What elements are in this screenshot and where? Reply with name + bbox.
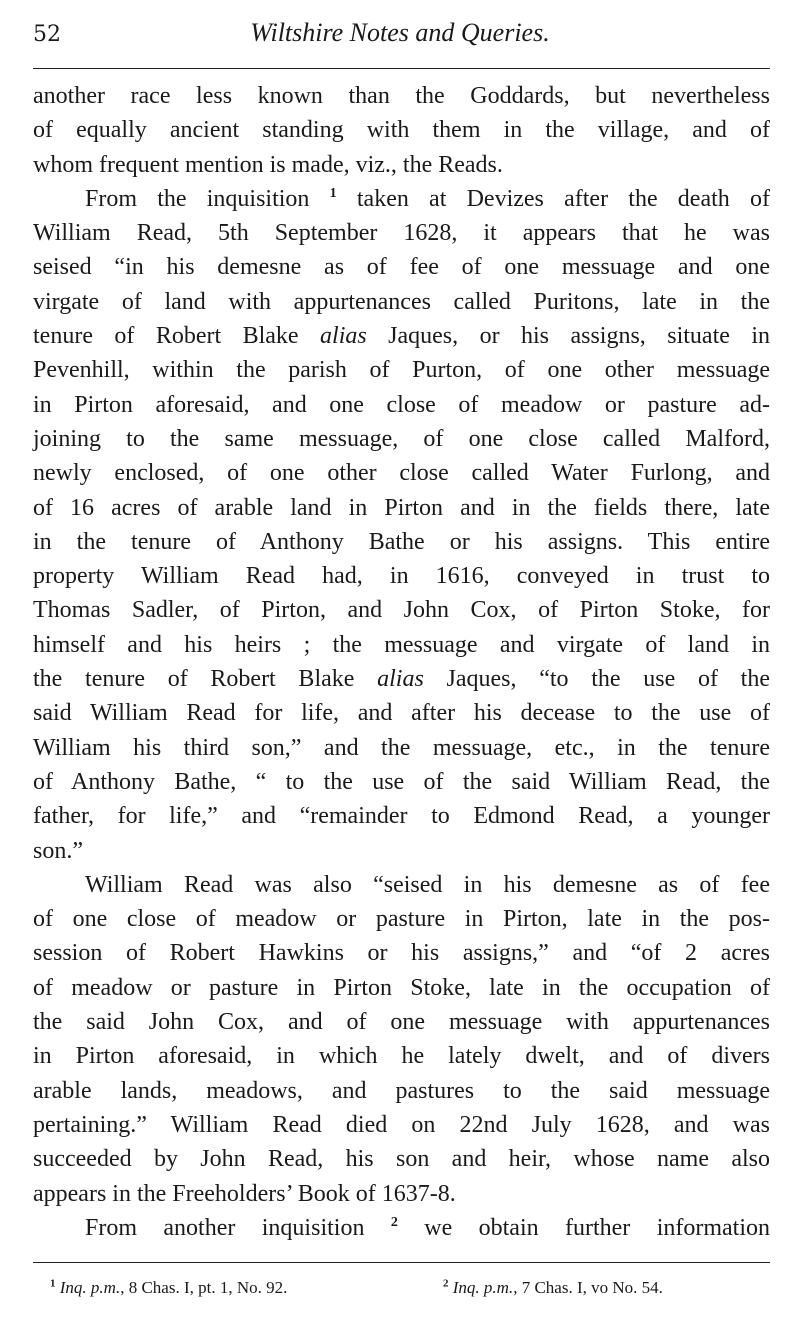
text-line: in Pirton aforesaid, in which he lately dwelt, and of divers: [33, 1043, 770, 1070]
header-rule: [33, 68, 770, 69]
footnote-citation: Inq. p.m.: [59, 1278, 121, 1297]
footnote-rule: [33, 1262, 770, 1263]
text-line: virgate of land with appurtenances called Puritons, late in the: [33, 288, 770, 315]
text-line: in Pirton aforesaid, and one close of meadow or pasture ad-: [33, 391, 770, 418]
text-line: whom frequent mention is made, viz., the Reads.: [33, 151, 503, 178]
text-line: in the tenure of Anthony Bathe or his assigns. This entire: [33, 528, 770, 555]
text-line: arable lands, meadows, and pastures to the said messuage: [33, 1077, 770, 1104]
text-line: of 16 acres of arable land in Pirton and in the fields there, late: [33, 494, 770, 521]
footnote-mark: 2: [443, 1277, 449, 1290]
text-line: son.”: [33, 837, 83, 864]
text-line: property William Read had, in 1616, conveyed in trust to: [33, 563, 770, 590]
text-line: session of Robert Hawkins or his assigns,” and “of 2 acres: [33, 940, 770, 967]
footnote-text: , 8 Chas. I, pt. 1, No. 92.: [120, 1278, 288, 1297]
text-line: William Read was also “seised in his demesne as of fee: [85, 871, 770, 898]
running-head-title: Wiltshire Notes and Queries.: [250, 18, 550, 47]
body-text: [33, 79, 770, 1245]
text-line: of meadow or pasture in Pirton Stoke, late in the occupation of: [33, 974, 770, 1001]
text-line: father, for life,” and “remainder to Edmond Read, a younger: [33, 803, 770, 830]
text-line: of Anthony Bathe, “ to the use of the said William Read, the: [33, 768, 770, 795]
footnote-text: , 7 Chas. I, vo No. 54.: [513, 1278, 663, 1297]
text-line: joining to the same messuage, of one close called Malford,: [33, 425, 770, 452]
footnote-2: [443, 1278, 663, 1298]
text-line: said William Read for life, and after his decease to the use of: [33, 700, 770, 727]
text-line: William his third son,” and the messuage, etc., in the tenure: [33, 734, 770, 761]
text-line: the tenure of Robert Blake alias Jaques, “to the use of the: [33, 666, 770, 693]
text-line: seised “in his demesne as of fee of one messuage and one: [33, 254, 770, 281]
text-line: of one close of meadow or pasture in Pirton, late in the pos-: [33, 906, 770, 933]
text-line: Pevenhill, within the parish of Purton, of one other messuage: [33, 357, 770, 384]
page-number: 52: [33, 22, 61, 47]
text-line: From another inquisition $^2$ we obtain further information: [85, 1214, 771, 1241]
text-line: newly enclosed, of one other close called Water Furlong, and: [33, 460, 770, 487]
footnote-mark: 1: [50, 1277, 56, 1290]
text-line: William Read, 5th September 1628, it appears that he was: [33, 220, 770, 247]
text-line: the said John Cox, and of one messuage with appurtenances: [33, 1009, 770, 1036]
footnote-1: [50, 1278, 287, 1298]
footnote-citation: Inq. p.m.: [452, 1278, 514, 1297]
text-line: tenure of Robert Blake alias Jaques, or his assigns, situate in: [33, 323, 771, 350]
text-line: succeeded by John Read, his son and heir, whose name also: [33, 1146, 770, 1173]
text-line: appears in the Freeholders’ Book of 1637-8.: [33, 1180, 456, 1207]
footnote-ref: 2: [390, 1214, 398, 1230]
text-line: pertaining.” William Read died on 22nd July 1628, and was: [33, 1111, 770, 1138]
text-line: Thomas Sadler, of Pirton, and John Cox, of Pirton Stoke, for: [33, 597, 770, 624]
text-line: himself and his heirs ; the messuage and virgate of land in: [33, 631, 770, 658]
text-line: another race less known than the Goddards, but nevertheless: [33, 83, 770, 109]
footnote-ref: 1: [329, 185, 337, 201]
text-line: From the inquisition $^1$ taken at Devizes after the death of: [85, 185, 770, 212]
text-line: of equally ancient standing with them in the village, and of: [33, 117, 770, 144]
